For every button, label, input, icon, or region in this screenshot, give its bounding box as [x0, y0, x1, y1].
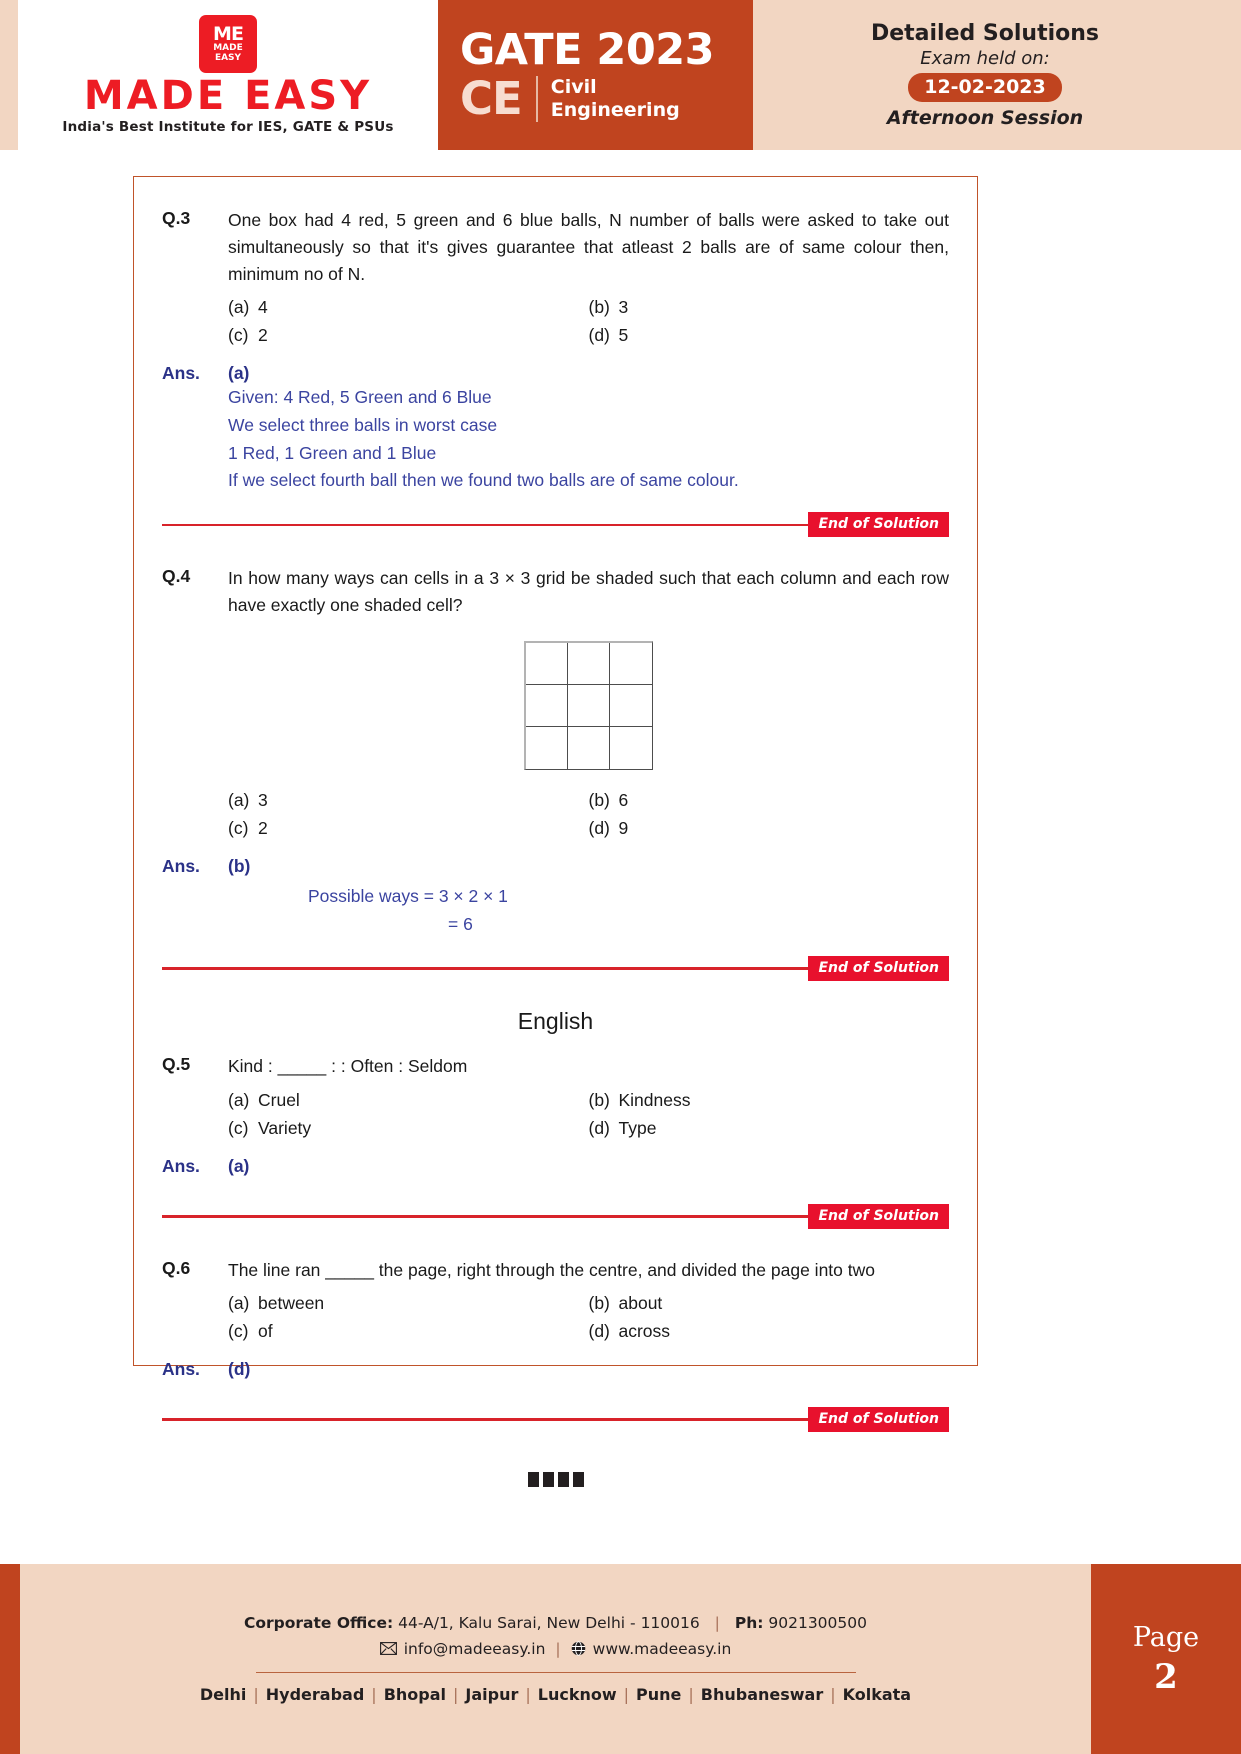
city-bhubaneswar: Bhubaneswar: [700, 1685, 824, 1705]
option-value: 9: [618, 818, 629, 839]
page-content: [0, 150, 1241, 1428]
exam-branch-code: CE: [460, 72, 522, 126]
exam-title: GATE 2023: [460, 25, 715, 76]
solution-line: Given: 4 Red, 5 Green and 6 Blue: [228, 387, 492, 408]
question-block-q4: [162, 565, 949, 842]
question-text: One box had 4 red, 5 green and 6 blue balls, N number of balls were asked to take out simultaneously so that it's gives guarantee that atleast 2 balls are of same colour then, minimum no of N.: [228, 210, 949, 285]
grid-cell: [610, 727, 652, 769]
option-a[interactable]: [228, 293, 589, 321]
footer-cities: Delhi | Hyderabad | Bhopal | Jaipur | Lucknow | Pune | Bhubaneswar | Kolkata: [199, 1685, 912, 1705]
end-of-solution-rule: [162, 1215, 810, 1218]
page-header: [0, 0, 1241, 150]
city-jaipur: Jaipur: [465, 1685, 519, 1705]
grid-cell: [568, 685, 610, 727]
solution-line: Possible ways = 3 × 2 × 1: [308, 886, 508, 907]
section-title: English: [517, 1008, 594, 1035]
end-square-icon: [543, 1472, 554, 1487]
globe-icon: [571, 1641, 586, 1656]
question-number: Q.5: [162, 1054, 191, 1075]
option-key: (b): [588, 790, 610, 811]
grid-cell: [610, 685, 652, 727]
end-of-solution-badge: End of Solution: [808, 512, 949, 537]
solution-line: If we select fourth ball then we found two balls are of same colour.: [228, 470, 739, 491]
option-key: (d): [588, 325, 610, 346]
option-key: (c): [228, 1117, 249, 1138]
page-number-block: [1091, 1564, 1241, 1754]
footer-content: [20, 1564, 1091, 1754]
grid-cell: [610, 643, 652, 685]
end-of-solution-rule: [162, 524, 810, 527]
end-square-icon: [573, 1472, 584, 1487]
logo-tagline: India's Best Institute for IES, GATE & PSUs: [62, 119, 394, 135]
exam-held-label: Exam held on:: [920, 47, 1050, 69]
option-key: (c): [228, 1320, 249, 1341]
option-d[interactable]: [589, 814, 950, 842]
footer-office-line: [244, 1614, 867, 1632]
header-left-strip: [0, 0, 18, 150]
option-value: 3: [618, 297, 629, 318]
question-number: Q.3: [162, 208, 191, 228]
answer-block-q4: [162, 856, 949, 938]
footer-office-address: 44-A/1, Kalu Sarai, New Delhi - 110016: [398, 1613, 700, 1632]
option-d[interactable]: [589, 321, 950, 349]
answer-label: Ans.: [162, 363, 200, 384]
page-footer: [0, 1564, 1241, 1754]
grid-cell: [526, 643, 568, 685]
footer-office-label: Corporate Office:: [244, 1613, 394, 1632]
logo-mark-initials: ME: [213, 23, 243, 46]
city-hyderabad: Hyderabad: [265, 1685, 365, 1705]
question-number: Q.4: [162, 565, 191, 586]
page-number: 2: [1154, 1656, 1178, 1697]
footer-website[interactable]: www.madeeasy.in: [592, 1639, 732, 1658]
three-by-three-grid: [524, 641, 653, 770]
option-value: 3: [258, 790, 268, 811]
answer-label: Ans.: [162, 1155, 200, 1176]
option-value: Kindness: [618, 1089, 691, 1110]
option-value: of: [258, 1320, 273, 1341]
option-key: (d): [588, 1117, 610, 1138]
answer-block-q3: [162, 363, 949, 495]
footer-separator: |: [714, 1613, 720, 1632]
option-value: 6: [618, 790, 629, 811]
footer-phone: 9021300500: [768, 1613, 867, 1632]
option-d[interactable]: [589, 1317, 950, 1345]
option-value: 2: [258, 325, 268, 346]
exam-meta: [753, 0, 1241, 150]
answer-key: (a): [228, 1155, 250, 1176]
option-key: (a): [228, 790, 250, 811]
city-delhi: Delhi: [199, 1685, 247, 1705]
answer-key: (d): [228, 1358, 251, 1379]
footer-left-strip: [0, 1564, 20, 1754]
option-c[interactable]: [228, 321, 589, 349]
grid-cell: [568, 727, 610, 769]
question-text: The line ran _____ the page, right through the centre, and divided the page into two: [228, 1259, 875, 1280]
option-key: (a): [228, 297, 250, 318]
made-easy-logo: [18, 0, 438, 150]
option-b[interactable]: [589, 786, 950, 814]
end-of-solution-badge: End of Solution: [808, 956, 949, 981]
options-list: [228, 1289, 949, 1345]
option-value: about: [618, 1292, 663, 1313]
option-a[interactable]: [228, 1086, 589, 1114]
exam-session: Afternoon Session: [886, 106, 1084, 129]
grid-cell: [568, 643, 610, 685]
solution-line: We select three balls in worst case: [228, 415, 498, 436]
grid-figure: [228, 641, 949, 770]
options-list: [228, 1086, 949, 1142]
option-value: between: [258, 1292, 325, 1313]
logo-wordmark: MADE EASY: [83, 73, 373, 119]
solution-line: = 6: [448, 913, 473, 934]
end-of-solution-rule: [162, 1418, 810, 1421]
answer-block-q5: [162, 1156, 949, 1177]
option-key: (c): [228, 818, 249, 839]
question-block-q5: [162, 1053, 949, 1141]
city-kolkata: Kolkata: [842, 1685, 912, 1705]
option-c[interactable]: [228, 1317, 589, 1345]
exam-date-badge: 12-02-2023: [908, 73, 1062, 102]
option-b[interactable]: [589, 293, 950, 321]
solution-line: 1 Red, 1 Green and 1 Blue: [228, 442, 437, 463]
option-value: across: [618, 1320, 671, 1341]
option-key: (b): [588, 1089, 610, 1110]
end-of-solution-badge: End of Solution: [808, 1204, 949, 1229]
document-title: Detailed Solutions: [870, 21, 1100, 47]
option-key: (b): [588, 1292, 610, 1313]
logo-mark-line2: EASY: [214, 52, 242, 63]
end-of-solution-badge: End of Solution: [808, 1407, 949, 1432]
option-key: (c): [228, 325, 249, 346]
city-lucknow: Lucknow: [537, 1685, 617, 1705]
end-square-icon: [528, 1472, 539, 1487]
option-value: 5: [618, 325, 629, 346]
end-of-page-marker: [162, 1472, 949, 1487]
option-key: (a): [228, 1089, 250, 1110]
options-list: [228, 293, 949, 349]
option-value: Cruel: [258, 1089, 300, 1110]
footer-contact-line: [380, 1640, 732, 1658]
option-key: (d): [588, 1320, 610, 1341]
option-value: Type: [618, 1117, 657, 1138]
end-of-solution-q5: [162, 1203, 949, 1231]
banner-divider: [536, 76, 538, 122]
end-of-solution-q3: [162, 511, 949, 539]
option-a[interactable]: [228, 786, 589, 814]
exam-branch-line2: Engineering: [550, 98, 680, 121]
page-label: Page: [1132, 1621, 1200, 1653]
question-text: In how many ways can cells in a 3 × 3 grid be shaded such that each column and each row have exactly one shaded cell?: [228, 567, 949, 616]
grid-cell: [526, 727, 568, 769]
footer-separator: |: [555, 1639, 561, 1658]
answer-block-q6: [162, 1359, 949, 1380]
end-square-icon: [558, 1472, 569, 1487]
option-c[interactable]: [228, 814, 589, 842]
solutions-box: [133, 176, 978, 1428]
option-value: 4: [258, 297, 268, 318]
answer-key: (b): [228, 856, 251, 877]
options-list: [228, 786, 949, 842]
end-of-solution-q6: [162, 1406, 949, 1434]
answer-key: (a): [228, 363, 250, 384]
footer-divider: [256, 1672, 856, 1674]
envelope-icon: [380, 1642, 397, 1655]
option-key: (b): [588, 297, 610, 318]
footer-phone-label: Ph:: [734, 1613, 764, 1632]
answer-label: Ans.: [162, 1358, 200, 1379]
option-d[interactable]: [589, 1114, 950, 1142]
exam-branch-line1: Civil: [550, 76, 597, 99]
question-block-q3: [162, 207, 949, 349]
city-bhopal: Bhopal: [383, 1685, 446, 1705]
option-b[interactable]: [589, 1289, 950, 1317]
question-block-q6: [162, 1257, 949, 1345]
option-a[interactable]: [228, 1289, 589, 1317]
option-c[interactable]: [228, 1114, 589, 1142]
made-easy-mark-icon: [199, 15, 257, 73]
end-of-solution-rule: [162, 967, 810, 970]
question-text: Kind : _____ : : Often : Seldom: [228, 1056, 468, 1077]
grid-cell: [526, 685, 568, 727]
footer-email[interactable]: info@madeeasy.in: [403, 1639, 546, 1658]
logo-mark-line1: MADE: [213, 43, 243, 54]
option-key: (a): [228, 1292, 250, 1313]
exam-banner: [438, 0, 753, 150]
option-b[interactable]: [589, 1086, 950, 1114]
option-value: Variety: [258, 1117, 312, 1138]
option-key: (d): [588, 818, 610, 839]
question-number: Q.6: [162, 1257, 191, 1278]
city-pune: Pune: [636, 1685, 682, 1705]
option-value: 2: [258, 818, 268, 839]
answer-label: Ans.: [162, 856, 200, 877]
end-of-solution-q4: [162, 954, 949, 982]
